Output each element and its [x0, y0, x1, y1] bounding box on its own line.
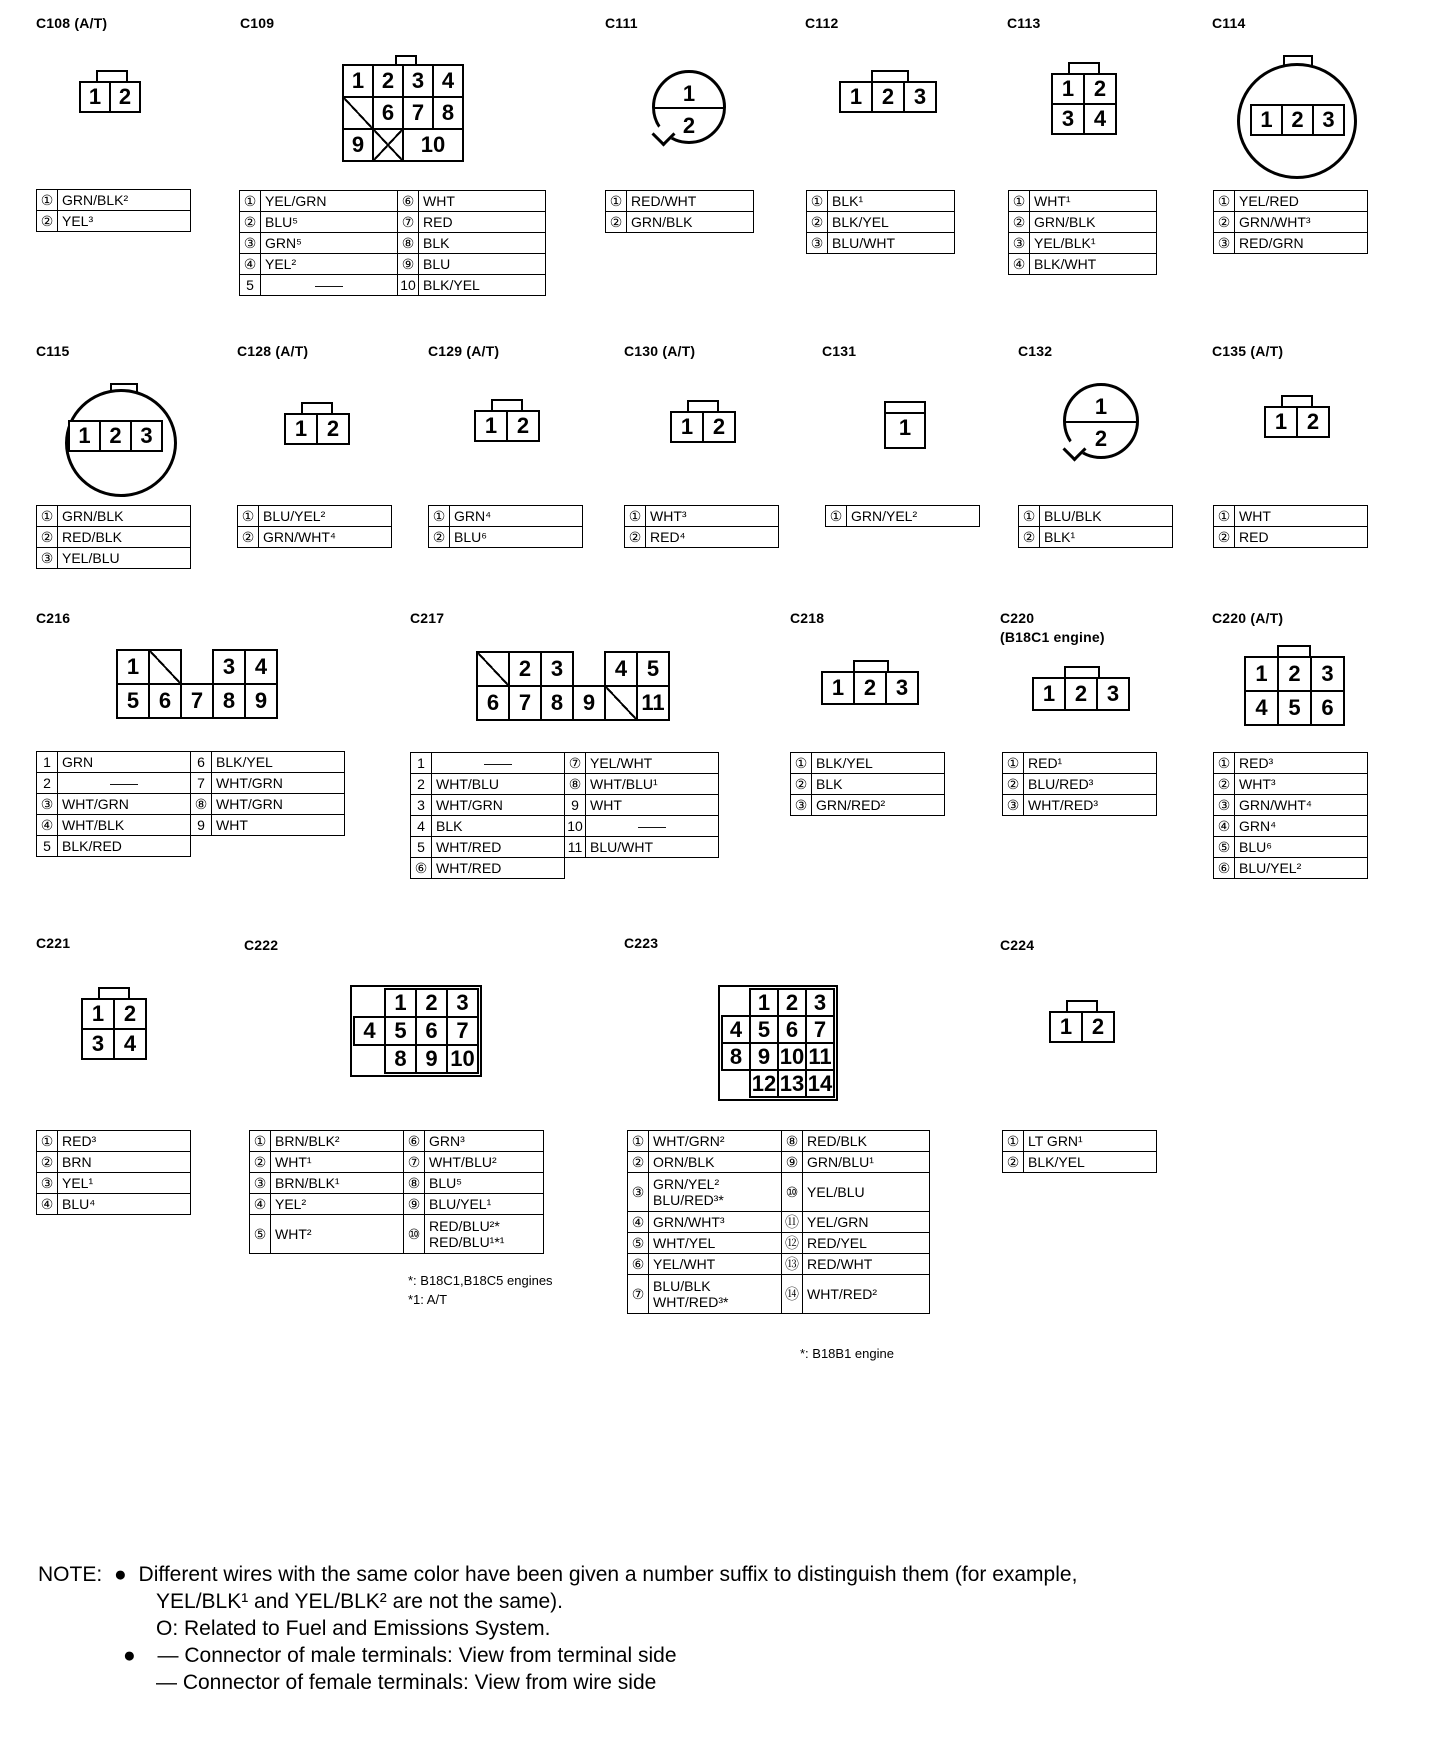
- blank-pin: [353, 1044, 386, 1074]
- table-row: ② RED/BLK: [37, 527, 191, 548]
- pin-number: 3: [1096, 677, 1130, 711]
- pin-table-c111: [605, 190, 754, 233]
- table-row: ⑤ WHT/YEL ⑫ RED/YEL: [628, 1233, 930, 1254]
- pin-number: 4: [353, 1016, 386, 1046]
- pin-number: 6: [372, 96, 404, 130]
- table-row: ① BRN/BLK² ⑥ GRN³: [250, 1131, 544, 1152]
- pin-number: 3: [885, 671, 919, 705]
- pin-number: 6: [476, 685, 510, 721]
- pin-number: 9: [572, 685, 606, 721]
- table-row: ② BLU⁶: [429, 527, 583, 548]
- connector-title: C130 (A/T): [624, 343, 696, 359]
- pin-table-c115: [36, 505, 191, 569]
- pin-number: 4: [244, 649, 278, 685]
- table-row: ① BLU/BLK: [1019, 506, 1173, 527]
- connector-title: C221: [36, 935, 71, 951]
- table-row: ① GRN/YEL²: [826, 506, 980, 527]
- connector-title: C132: [1018, 343, 1053, 359]
- table-row: ③ YEL¹: [37, 1173, 191, 1194]
- pin-number: 1: [839, 81, 873, 113]
- table-row: ② RED: [1214, 527, 1368, 548]
- table-row: ② GRN/WHT⁴: [238, 527, 392, 548]
- connector-title: C113: [1007, 15, 1041, 31]
- pin-number: 9: [342, 128, 374, 162]
- pin-number: 1: [1244, 656, 1279, 692]
- pin-table-c222: [249, 1130, 544, 1254]
- blank-pin: [721, 988, 751, 1017]
- table-row: ④ YEL² ⑨ BLU: [240, 254, 546, 275]
- table-row: 4 BLK 10 ——: [411, 816, 719, 837]
- pin-number: 2: [1094, 426, 1108, 451]
- blank-pin: [342, 96, 374, 130]
- pin-table-c132: [1018, 505, 1173, 548]
- note-text: — Connector of male terminals: View from terminal side: [157, 1644, 677, 1667]
- connector-title: C112: [805, 15, 839, 31]
- connector-title: C216: [36, 610, 71, 626]
- blank-pin: [353, 988, 386, 1018]
- pin-number: 11: [805, 1042, 835, 1071]
- pin-number: 13: [777, 1069, 807, 1098]
- table-row: ② BLU/RED³: [1003, 774, 1157, 795]
- table-row: ② YEL³: [37, 211, 191, 232]
- table-row: ① GRN/BLK²: [37, 190, 191, 211]
- pin-table-c220-b18c1: [1002, 752, 1157, 816]
- table-row: ③ GRN/RED²: [791, 795, 945, 816]
- footnote: *: B18B1 engine: [800, 1346, 894, 1361]
- pin-number: 4: [1083, 103, 1117, 135]
- blank-pin: [604, 685, 638, 721]
- table-row: ① GRN/BLK: [37, 506, 191, 527]
- wire-color: RED/BLU²*: [429, 1218, 500, 1234]
- table-row: ① BLK¹: [807, 191, 955, 212]
- pin-number: 4: [604, 651, 638, 687]
- bullet-icon: ●: [114, 1563, 127, 1586]
- pin-table-c131: [825, 505, 980, 527]
- table-row: ② GRN/BLK: [1009, 212, 1157, 233]
- pin-number: 1: [682, 81, 696, 106]
- table-row: ① RED³: [1214, 753, 1368, 774]
- table-row: ① RED³: [37, 1131, 191, 1152]
- table-row: ⑥ YEL/WHT ⑬ RED/WHT: [628, 1254, 930, 1275]
- pin-number: 2: [372, 64, 404, 98]
- table-row: ① RED/WHT: [606, 191, 754, 212]
- table-row: ③ RED/GRN: [1214, 233, 1368, 254]
- pin-number: 3: [402, 64, 434, 98]
- table-row: ① WHT¹: [1009, 191, 1157, 212]
- table-row: ① GRN⁴: [429, 506, 583, 527]
- pin-number: 10: [777, 1042, 807, 1071]
- table-row: ① WHT³: [625, 506, 779, 527]
- pin-number: 8: [432, 96, 464, 130]
- table-row: ① BLU/YEL²: [238, 506, 392, 527]
- table-row: ② BLK/YEL: [807, 212, 955, 233]
- pin-number: 3: [1310, 656, 1345, 692]
- note-text: O: Related to Fuel and Emissions System.: [156, 1617, 551, 1640]
- table-row: ① BLK/YEL: [791, 753, 945, 774]
- pin-number: 3: [446, 988, 479, 1018]
- connector-title: C131: [822, 343, 857, 359]
- pin-number: 6: [1310, 690, 1345, 726]
- table-row: ⑤ WHT² ⑩ RED/BLU²* RED/BLU¹*¹: [250, 1215, 544, 1254]
- pin-number: 1: [1094, 394, 1108, 419]
- table-row: ③ BRN/BLK¹ ⑧ BLU⁵: [250, 1173, 544, 1194]
- table-row: ④ BLK/WHT: [1009, 254, 1157, 275]
- table-row: ④ YEL² ⑨ BLU/YEL¹: [250, 1194, 544, 1215]
- table-row: ③ GRN⁵ ⑧ BLK: [240, 233, 546, 254]
- pin-number: 7: [446, 1016, 479, 1046]
- pin-number: 1: [821, 671, 855, 705]
- table-row: ⑦ BLU/BLK WHT/RED³* ⑭ WHT/RED²: [628, 1275, 930, 1314]
- pin-number: 2: [1081, 1011, 1115, 1043]
- pin-number: 1: [749, 988, 779, 1017]
- pin-number: 1: [116, 649, 150, 685]
- connector-title: C222: [244, 937, 279, 953]
- pin-number: 8: [540, 685, 574, 721]
- note-block: [38, 1561, 1077, 1696]
- pin-number: 1: [1032, 677, 1066, 711]
- pin-table-c113: [1008, 190, 1157, 275]
- table-row: ② ORN/BLK ⑨ GRN/BLU¹: [628, 1152, 930, 1173]
- table-row: ③ BLU/WHT: [807, 233, 955, 254]
- pin-number: 9: [415, 1044, 448, 1074]
- pin-number: 1: [79, 81, 111, 113]
- table-row: ④ WHT/BLK 9 WHT: [37, 815, 345, 836]
- pin-number: 4: [721, 1015, 751, 1044]
- table-row: ② BLK: [791, 774, 945, 795]
- connector-title: C223: [624, 935, 659, 951]
- pin-number: 2: [871, 81, 905, 113]
- table-row: ⑥ BLU/YEL²: [1214, 858, 1368, 879]
- table-row: 1 —— ⑦ YEL/WHT: [411, 753, 719, 774]
- wire-color: WHT/RED³*: [653, 1294, 729, 1310]
- pin-table-c112: [806, 190, 955, 254]
- pin-table-c130: [624, 505, 779, 548]
- table-row: ④ BLU⁴: [37, 1194, 191, 1215]
- table-row: 5 —— 10 BLK/YEL: [240, 275, 546, 296]
- pin-number: 2: [853, 671, 887, 705]
- pin-table-c217: [410, 752, 719, 879]
- pin-number: 5: [116, 683, 150, 719]
- pin-number: 2: [1281, 104, 1314, 136]
- pin-number: 9: [749, 1042, 779, 1071]
- table-row: ② WHT³: [1214, 774, 1368, 795]
- connector-title: C224: [1000, 937, 1035, 953]
- blank-pin: [476, 651, 510, 687]
- table-row: ③ GRN/WHT⁴: [1214, 795, 1368, 816]
- pin-number: 3: [81, 1028, 115, 1060]
- pin-number: 1: [1264, 406, 1298, 438]
- pin-table-c216: [36, 751, 345, 857]
- pin-number: 5: [1277, 690, 1312, 726]
- pin-number: 3: [130, 420, 163, 452]
- connector-title: C218: [790, 610, 825, 626]
- pin-number: 3: [805, 988, 835, 1017]
- table-row: ② RED⁴: [625, 527, 779, 548]
- table-row: 1 GRN 6 BLK/YEL: [37, 752, 345, 773]
- table-row: ③ WHT/RED³: [1003, 795, 1157, 816]
- pin-number: 7: [805, 1015, 835, 1044]
- pin-number: 9: [244, 683, 278, 719]
- pin-number: 7: [180, 683, 214, 719]
- pin-number: 3: [1051, 103, 1085, 135]
- pin-table-c220-at: [1213, 752, 1368, 879]
- table-row: ③ GRN/YEL² BLU/RED³* ⑩ YEL/BLU: [628, 1173, 930, 1212]
- pin-number: 2: [113, 998, 147, 1030]
- footnote: *: B18C1,B18C5 engines: [408, 1273, 553, 1288]
- table-row: ③ WHT/GRN ⑧ WHT/GRN: [37, 794, 345, 815]
- pin-table-c224: [1002, 1130, 1157, 1173]
- pin-number: 1: [474, 410, 508, 442]
- table-row: ② BLK¹: [1019, 527, 1173, 548]
- pin-number: 2: [316, 413, 350, 445]
- pin-number: 1: [284, 413, 318, 445]
- pin-number: 6: [148, 683, 182, 719]
- table-row: ③ YEL/BLK¹: [1009, 233, 1157, 254]
- pin-number: 8: [721, 1042, 751, 1071]
- pin-number: 2: [1277, 656, 1312, 692]
- pin-number: 1: [68, 420, 101, 452]
- table-row: 2 —— 7 WHT/GRN: [37, 773, 345, 794]
- connector-title: C220 (A/T): [1212, 610, 1284, 626]
- wire-color: GRN/YEL²: [653, 1176, 720, 1192]
- pin-number: 6: [777, 1015, 807, 1044]
- blank-pin: [180, 649, 214, 685]
- table-row: ② BLK/YEL: [1003, 1152, 1157, 1173]
- pin-table-c109: [239, 190, 546, 296]
- pin-number: 8: [212, 683, 246, 719]
- note-text: Different wires with the same color have been given a number suffix to distinguish them (for example,: [138, 1563, 1078, 1586]
- pin-table-c114: [1213, 190, 1368, 254]
- pin-number: 1: [81, 998, 115, 1030]
- table-row: ① RED¹: [1003, 753, 1157, 774]
- note-label: NOTE:: [38, 1563, 103, 1586]
- pin-number: 2: [1064, 677, 1098, 711]
- table-row: 5 BLK/RED: [37, 836, 345, 857]
- bullet-icon: ●: [123, 1644, 136, 1667]
- pin-number: 2: [1083, 73, 1117, 105]
- pin-number: 2: [99, 420, 132, 452]
- pin-number: 12: [749, 1069, 779, 1098]
- pin-table-c221: [36, 1130, 191, 1215]
- pin-table-c135: [1213, 505, 1368, 548]
- connector-title: C108 (A/T): [36, 15, 108, 31]
- table-row: 5 WHT/RED 11 BLU/WHT: [411, 837, 719, 858]
- table-row: ② GRN/WHT³: [1214, 212, 1368, 233]
- pin-number: 5: [636, 651, 670, 687]
- table-row: ② GRN/BLK: [606, 212, 754, 233]
- connector-subtitle: (B18C1 engine): [1000, 629, 1105, 645]
- note-text: — Connector of female terminals: View from wire side: [156, 1671, 657, 1694]
- pin-table-c108: [36, 189, 191, 232]
- table-row: ③ YEL/BLU: [37, 548, 191, 569]
- pin-number: 1: [884, 401, 926, 449]
- pin-number: 11: [636, 685, 670, 721]
- pin-number: 6: [415, 1016, 448, 1046]
- pin-number: 1: [1049, 1011, 1083, 1043]
- wire-color: RED/BLU¹*¹: [429, 1234, 505, 1250]
- connector-title: C129 (A/T): [428, 343, 500, 359]
- pin-number: 1: [1250, 104, 1283, 136]
- pin-number: 3: [212, 649, 246, 685]
- pin-number: 7: [508, 685, 542, 721]
- pin-number: 10: [446, 1044, 479, 1074]
- pin-number: 7: [402, 96, 434, 130]
- connector-title: C128 (A/T): [237, 343, 309, 359]
- pin-number: 2: [777, 988, 807, 1017]
- table-row: ⑥ WHT/RED: [411, 858, 719, 879]
- connector-title: C114: [1212, 15, 1246, 31]
- table-row: 2 WHT/BLU ⑧ WHT/BLU¹: [411, 774, 719, 795]
- pin-number: 5: [749, 1015, 779, 1044]
- pin-number: 2: [1296, 406, 1330, 438]
- pin-number: 8: [384, 1044, 417, 1074]
- connector-title: C217: [410, 610, 445, 626]
- pin-number: 10: [402, 128, 464, 162]
- wire-color: BLU/BLK: [653, 1278, 711, 1294]
- pin-number: 3: [1312, 104, 1345, 136]
- table-row: ⑤ BLU⁶: [1214, 837, 1368, 858]
- pin-number: 2: [682, 113, 696, 138]
- table-row: ② BRN: [37, 1152, 191, 1173]
- pin-number: 4: [113, 1028, 147, 1060]
- pin-number: 5: [384, 1016, 417, 1046]
- pin-table-c223: [627, 1130, 930, 1314]
- pin-table-c128: [237, 505, 392, 548]
- connector-title: C109: [240, 15, 275, 31]
- connector-title: C220: [1000, 610, 1035, 626]
- pin-number: 2: [506, 410, 540, 442]
- wire-color: BLU/RED³*: [653, 1192, 724, 1208]
- footnote: *1: A/T: [408, 1292, 448, 1307]
- table-row: ④ GRN/WHT³ ⑪ YEL/GRN: [628, 1212, 930, 1233]
- table-row: ① WHT: [1214, 506, 1368, 527]
- table-row: ① YEL/RED: [1214, 191, 1368, 212]
- connector-title: C115: [36, 343, 70, 359]
- note-text: YEL/BLK¹ and YEL/BLK² are not the same).: [156, 1590, 564, 1613]
- table-row: ① WHT/GRN² ⑧ RED/BLK: [628, 1131, 930, 1152]
- pin-number: 1: [342, 64, 374, 98]
- pin-number: 4: [1244, 690, 1279, 726]
- blank-pin: [721, 1069, 751, 1098]
- blank-pin: [372, 128, 404, 162]
- blank-pin: [572, 651, 606, 687]
- pin-number: 2: [109, 81, 141, 113]
- pin-table-c129: [428, 505, 583, 548]
- table-row: ① YEL/GRN ⑥ WHT: [240, 191, 546, 212]
- pin-number: 4: [432, 64, 464, 98]
- connector-title: C135 (A/T): [1212, 343, 1284, 359]
- pin-table-c218: [790, 752, 945, 816]
- table-row: ④ GRN⁴: [1214, 816, 1368, 837]
- pin-number: 2: [508, 651, 542, 687]
- pin-number: 2: [415, 988, 448, 1018]
- pin-number: 14: [805, 1069, 835, 1098]
- pin-number: 2: [702, 411, 736, 443]
- pin-number: 3: [540, 651, 574, 687]
- table-row: ② WHT¹ ⑦ WHT/BLU²: [250, 1152, 544, 1173]
- blank-pin: [148, 649, 182, 685]
- pin-number: 3: [903, 81, 937, 113]
- table-row: ② BLU⁵ ⑦ RED: [240, 212, 546, 233]
- pin-number: 1: [1051, 73, 1085, 105]
- table-row: ① LT GRN¹: [1003, 1131, 1157, 1152]
- connector-title: C111: [605, 15, 638, 31]
- pin-number: 1: [670, 411, 704, 443]
- pin-number: 1: [384, 988, 417, 1018]
- table-row: 3 WHT/GRN 9 WHT: [411, 795, 719, 816]
